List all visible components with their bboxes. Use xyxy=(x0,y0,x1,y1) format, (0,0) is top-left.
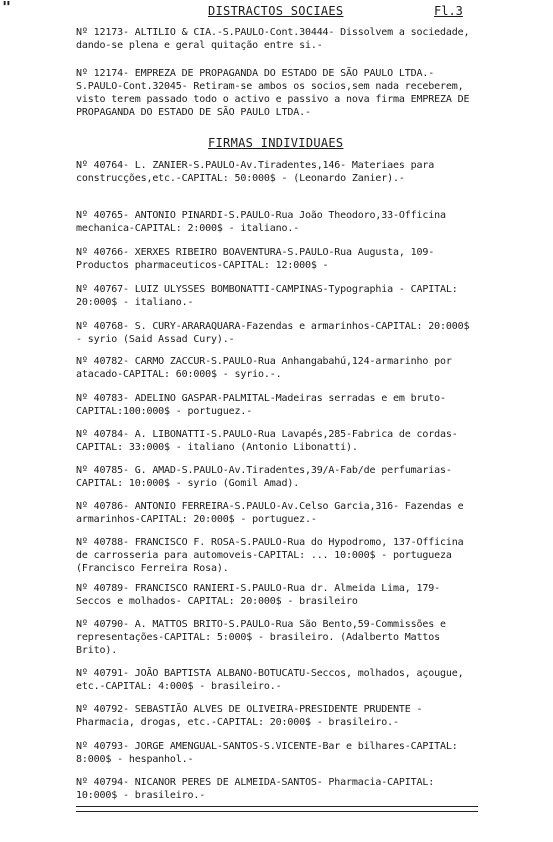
firma-entry: Nº 40785- G. AMAD-S.PAULO-Av.Tiradentes,39/A-Fab/de perfumarias-CAPITAL: 10:000$ - syrio (Gomil Amad). xyxy=(76,465,452,489)
firma-entry: Nº 40768- S. CURY-ARARAQUARA-Fazendas e armarinhos-CAPITAL: 20:000$ - syrio (Said Assad Cury).- xyxy=(76,321,470,345)
firma-entry: Nº 40766- XERXES RIBEIRO BOAVENTURA-S.PAULO-Rua Augusta, 109- Productos pharmaceuticos-CAPITAL: 12:000$ - xyxy=(76,247,435,271)
firma-entry: Nº 40786- ANTONIO FERREIRA-S.PAULO-Av.Celso Garcia,316- Fazendas e armarinhos-CAPITAL: 20:000$ - portuguez.- xyxy=(76,501,464,525)
firma-entry: Nº 40790- A. MATTOS BRITO-S.PAULO-Rua São Bento,59-Commissões e representações-CAPITAL: 5:000$ - brasileiro. (Adalberto Mattos Brito). xyxy=(76,619,446,656)
firma-entry: Nº 40782- CARMO ZACCUR-S.PAULO-Rua Anhangabahú,124-armarinho por atacado-CAPITAL: 60:000$ - syrio.-. xyxy=(76,356,452,380)
firma-entry: Nº 40792- SEBASTIÃO ALVES DE OLIVEIRA-PRESIDENTE PRUDENTE -Pharmacia, drogas, etc.-CAPITAL: 20:000$ - brasileiro.- xyxy=(76,704,423,728)
firma-entry: Nº 40764- L. ZANIER-S.PAULO-Av.Tiradentes,146- Materiaes para construcções,etc.-CAPITAL: 50:000$ - (Leonardo Zanier).- xyxy=(76,160,435,184)
distrato-entry: Nº 12174- EMPREZA DE PROPAGANDA DO ESTADO DE SÃO PAULO LTDA.-S.PAULO-Cont.32045- Retiram-se ambos os socios,sem nada receberem, visto terem passado todo o activo e passivo a nova firma EMPREZA DE PROPAGANDA DO ESTADO DE SÃO PAULO LTDA.- xyxy=(76,68,470,118)
firma-entry: Nº 40791- JOÃO BAPTISTA ALBANO-BOTUCATU-Seccos, molhados, açougue, etc.-CAPITAL: 4:000$ - brasileiro.- xyxy=(76,668,464,692)
firma-entry: Nº 40793- JORGE AMENGUAL-SANTOS-S.VICENTE-Bar e bilhares-CAPITAL: 8:000$ - hespanhol.- xyxy=(76,741,458,765)
firma-entry: Nº 40765- ANTONIO PINARDI-S.PAULO-Rua João Theodoro,33-Officina mechanica-CAPITAL: 2:000$ - italiano.- xyxy=(76,210,446,234)
firma-entry: Nº 40794- NICANOR PERES DE ALMEIDA-SANTOS- Pharmacia-CAPITAL: 10:000$ - brasileiro.- xyxy=(76,777,435,801)
firma-entry: Nº 40789- FRANCISCO RANIERI-S.PAULO-Rua dr. Almeida Lima, 179- Seccos e molhados- CAPITAL: 20:000$ - brasileiro xyxy=(76,583,440,607)
page-title: DISTRACTOS SOCIAES xyxy=(208,4,344,18)
closing-rule xyxy=(76,806,478,807)
distrato-entry: Nº 12173- ALTILIO & CIA.-S.PAULO-Cont.30444- Dissolvem a sociedade, dando-se plena e geral quitação entre si.- xyxy=(76,27,470,51)
firma-entry: Nº 40783- ADELINO GASPAR-PALMITAL-Madeiras serradas e em bruto- CAPITAL:100:000$ - portuguez.- xyxy=(76,393,446,417)
folio-number: Fl.3 xyxy=(434,4,463,18)
corner-mark: " xyxy=(2,0,12,16)
section-title: FIRMAS INDIVIDUAES xyxy=(208,136,344,150)
closing-rule xyxy=(76,811,478,812)
firma-entry: Nº 40788- FRANCISCO F. ROSA-S.PAULO-Rua do Hypodromo, 137-Officina de carrosseria para automoveis-CAPITAL: ... 10:000$ - portugueza (Francisco Ferreira Rosa). xyxy=(76,537,464,574)
firma-entry: Nº 40784- A. LIBONATTI-S.PAULO-Rua Lavapés,285-Fabrica de cordas-CAPITAL: 33:000$ - italiano (Antonio Libonatti). xyxy=(76,429,458,453)
firma-entry: Nº 40767- LUIZ ULYSSES BOMBONATTI-CAMPINAS-Typographia - CAPITAL: 20:000$ - italiano.- xyxy=(76,284,458,308)
